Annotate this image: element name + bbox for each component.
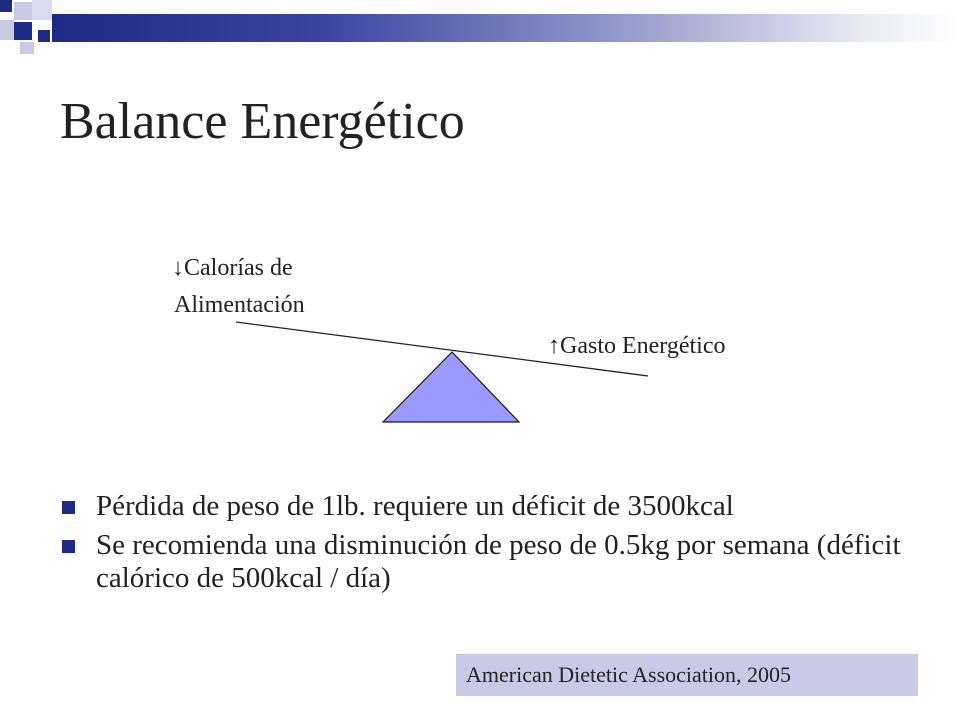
citation-box: American Dietetic Association, 2005 [456, 654, 918, 696]
bullet-list [62, 490, 922, 601]
square-bullet-icon [62, 501, 75, 514]
scale-fulcrum [383, 352, 519, 422]
bullet-item [62, 490, 922, 523]
slide-title: Balance Energético [60, 93, 465, 150]
bullet-text: Pérdida de peso de 1lb. requiere un déficit de 3500kcal [96, 490, 734, 522]
bullet-text: Se recomienda una disminución de peso de 0.5kg por semana (déficit calórico de 500kcal / día) [96, 529, 901, 594]
left-label-line2: Alimentación [174, 292, 305, 318]
bullet-item [62, 529, 922, 595]
right-label: ↑Gasto Energético [548, 333, 726, 359]
left-label-line1: ↓Calorías de [172, 255, 293, 281]
square-bullet-icon [62, 540, 75, 553]
